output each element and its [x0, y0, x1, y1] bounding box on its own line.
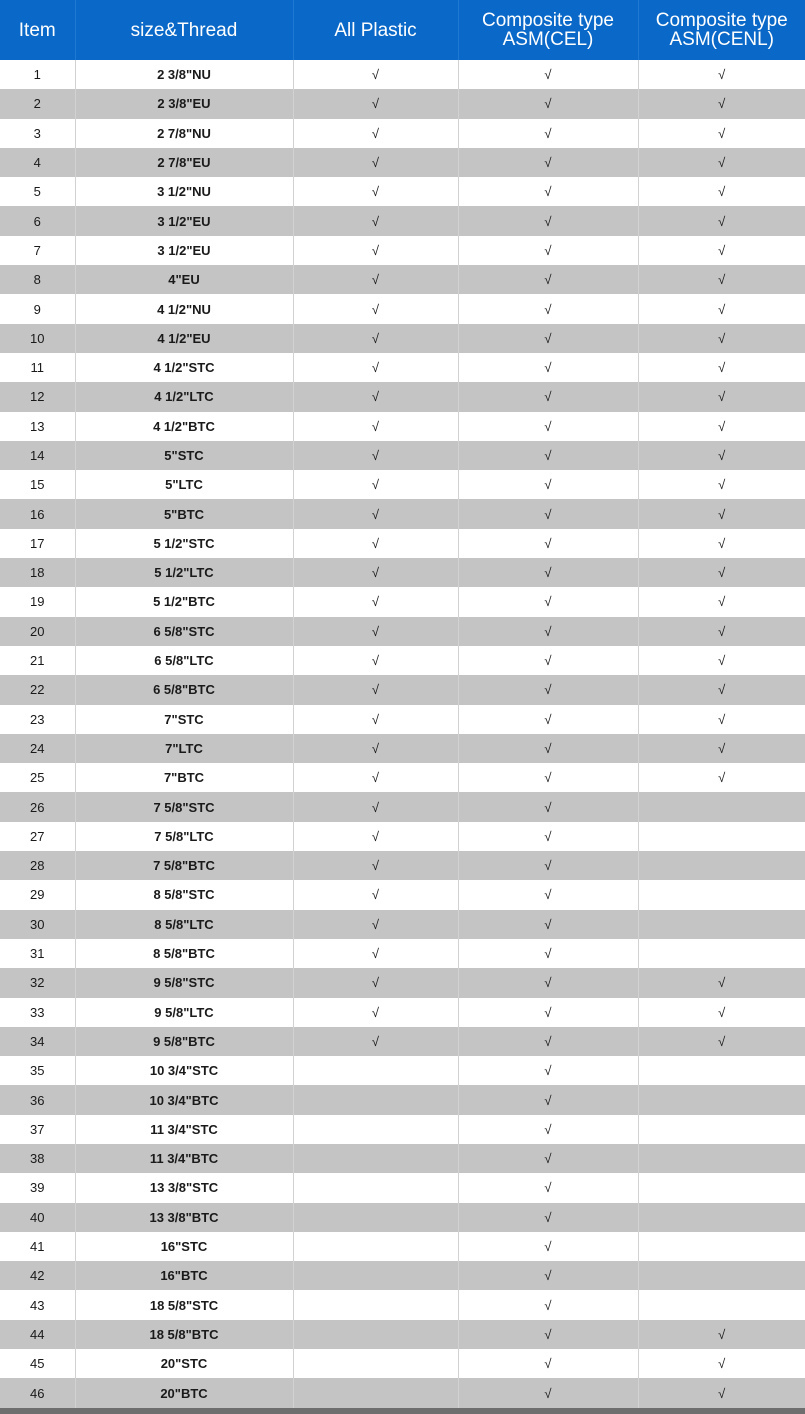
- composite-cenl-cell: √: [718, 565, 726, 581]
- item-cell: 27: [0, 822, 75, 851]
- item-cell: 12: [0, 382, 75, 411]
- composite-cel-cell: √: [458, 265, 638, 294]
- all-plastic-cell: √: [293, 763, 458, 792]
- table-row: [0, 206, 805, 235]
- all-plastic-cell: √: [293, 792, 458, 821]
- size-thread-cell: 7 5/8"LTC: [75, 822, 293, 851]
- table-row: [0, 382, 805, 411]
- table-row: [0, 1261, 805, 1290]
- table-row: [0, 1085, 805, 1114]
- composite-cenl-cell: √: [718, 535, 726, 551]
- table-body: [0, 60, 805, 1408]
- size-thread-cell: 4 1/2"STC: [75, 353, 293, 382]
- item-cell: 33: [0, 998, 75, 1027]
- table-row: [0, 968, 805, 997]
- item-cell: 35: [0, 1056, 75, 1085]
- size-thread-cell: 18 5/8"STC: [75, 1290, 293, 1319]
- all-plastic-cell: [293, 1085, 458, 1114]
- all-plastic-cell: √: [293, 558, 458, 587]
- composite-cenl-cell: √: [718, 506, 726, 522]
- composite-cenl-cell: [638, 1115, 805, 1144]
- item-cell: 16: [0, 499, 75, 528]
- item-cell: 26: [0, 792, 75, 821]
- composite-cenl-cell: √: [718, 96, 726, 112]
- header-composite-cenl-line1: Composite type: [655, 10, 788, 31]
- table-row: [0, 1320, 805, 1349]
- composite-cenl-cell: √: [718, 125, 726, 141]
- size-thread-cell: 5 1/2"STC: [75, 529, 293, 558]
- size-thread-cell: 5"STC: [75, 441, 293, 470]
- all-plastic-cell: √: [293, 353, 458, 382]
- item-cell: 2: [0, 89, 75, 118]
- composite-cel-cell: √: [458, 177, 638, 206]
- size-thread-cell: 13 3/8"STC: [75, 1173, 293, 1202]
- composite-cel-cell: √: [458, 236, 638, 265]
- size-thread-cell: 11 3/4"STC: [75, 1115, 293, 1144]
- all-plastic-cell: √: [293, 148, 458, 177]
- table-row: [0, 646, 805, 675]
- composite-cenl-cell: √: [718, 184, 726, 200]
- size-thread-cell: 2 7/8"NU: [75, 119, 293, 148]
- composite-cenl-cell: √: [718, 272, 726, 288]
- item-cell: 39: [0, 1173, 75, 1202]
- item-cell: 21: [0, 646, 75, 675]
- item-cell: 3: [0, 119, 75, 148]
- item-cell: 8: [0, 265, 75, 294]
- composite-cel-cell: √: [458, 382, 638, 411]
- all-plastic-cell: √: [293, 734, 458, 763]
- all-plastic-cell: [293, 1320, 458, 1349]
- composite-cel-cell: √: [458, 675, 638, 704]
- composite-cel-cell: √: [458, 910, 638, 939]
- composite-cel-cell: √: [458, 412, 638, 441]
- all-plastic-cell: [293, 1173, 458, 1202]
- all-plastic-cell: [293, 1290, 458, 1319]
- all-plastic-cell: √: [293, 529, 458, 558]
- composite-cel-cell: √: [458, 206, 638, 235]
- item-cell: 31: [0, 939, 75, 968]
- all-plastic-cell: [293, 1232, 458, 1261]
- size-thread-cell: 4 1/2"EU: [75, 324, 293, 353]
- composite-cenl-cell: √: [718, 1004, 726, 1020]
- composite-cenl-cell: √: [718, 682, 726, 698]
- composite-cenl-cell: √: [718, 213, 726, 229]
- size-thread-cell: 20"STC: [75, 1349, 293, 1378]
- composite-cenl-cell: [638, 939, 805, 968]
- composite-cel-cell: √: [458, 998, 638, 1027]
- all-plastic-cell: √: [293, 119, 458, 148]
- table-header: [0, 0, 805, 60]
- item-cell: 18: [0, 558, 75, 587]
- all-plastic-cell: √: [293, 880, 458, 909]
- size-thread-cell: 4 1/2"NU: [75, 294, 293, 323]
- table-row: [0, 587, 805, 616]
- size-thread-cell: 8 5/8"LTC: [75, 910, 293, 939]
- size-thread-cell: 5 1/2"LTC: [75, 558, 293, 587]
- item-cell: 6: [0, 206, 75, 235]
- composite-cel-cell: √: [458, 851, 638, 880]
- table-row: [0, 470, 805, 499]
- table-row: [0, 617, 805, 646]
- size-thread-cell: 10 3/4"STC: [75, 1056, 293, 1085]
- all-plastic-cell: √: [293, 177, 458, 206]
- size-thread-cell: 6 5/8"BTC: [75, 675, 293, 704]
- composite-cenl-cell: √: [718, 360, 726, 376]
- item-cell: 20: [0, 617, 75, 646]
- size-thread-cell: 5 1/2"BTC: [75, 587, 293, 616]
- table-row: [0, 89, 805, 118]
- composite-cenl-cell: [638, 880, 805, 909]
- all-plastic-cell: √: [293, 910, 458, 939]
- composite-cenl-cell: √: [718, 975, 726, 991]
- header-composite-cel: [458, 0, 638, 60]
- composite-cel-cell: √: [458, 1144, 638, 1173]
- composite-cenl-cell: [638, 792, 805, 821]
- composite-cenl-cell: [638, 1173, 805, 1202]
- composite-cel-cell: √: [458, 1056, 638, 1085]
- all-plastic-cell: √: [293, 382, 458, 411]
- size-thread-cell: 7"BTC: [75, 763, 293, 792]
- composite-cenl-cell: √: [718, 711, 726, 727]
- item-cell: 25: [0, 763, 75, 792]
- table-row: [0, 1144, 805, 1173]
- table-row: [0, 529, 805, 558]
- composite-cenl-cell: √: [718, 418, 726, 434]
- size-thread-cell: 10 3/4"BTC: [75, 1085, 293, 1114]
- composite-cel-cell: √: [458, 1027, 638, 1056]
- item-cell: 32: [0, 968, 75, 997]
- composite-cel-cell: √: [458, 353, 638, 382]
- header-row: [0, 0, 805, 60]
- composite-cel-cell: √: [458, 617, 638, 646]
- size-thread-cell: 2 7/8"EU: [75, 148, 293, 177]
- table-row: [0, 1027, 805, 1056]
- size-thread-cell: 3 1/2"EU: [75, 206, 293, 235]
- composite-cel-cell: √: [458, 763, 638, 792]
- all-plastic-cell: √: [293, 499, 458, 528]
- item-cell: 4: [0, 148, 75, 177]
- table-row: [0, 792, 805, 821]
- size-thread-cell: 16"STC: [75, 1232, 293, 1261]
- header-item: Item: [0, 0, 75, 60]
- all-plastic-cell: [293, 1144, 458, 1173]
- item-cell: 38: [0, 1144, 75, 1173]
- composite-cenl-cell: √: [718, 594, 726, 610]
- all-plastic-cell: √: [293, 236, 458, 265]
- all-plastic-cell: √: [293, 822, 458, 851]
- composite-cenl-cell: √: [718, 1385, 726, 1401]
- composite-cenl-cell: [638, 1144, 805, 1173]
- item-cell: 1: [0, 60, 75, 89]
- composite-cel-cell: √: [458, 1349, 638, 1378]
- composite-cel-cell: √: [458, 89, 638, 118]
- composite-cenl-cell: √: [718, 623, 726, 639]
- item-cell: 7: [0, 236, 75, 265]
- composite-cel-cell: √: [458, 529, 638, 558]
- composite-cenl-cell: √: [718, 155, 726, 171]
- table-row: [0, 294, 805, 323]
- composite-cel-cell: √: [458, 470, 638, 499]
- size-thread-cell: 7 5/8"BTC: [75, 851, 293, 880]
- table-row: [0, 412, 805, 441]
- composite-cel-cell: √: [458, 441, 638, 470]
- item-cell: 19: [0, 587, 75, 616]
- bottom-divider: [0, 1408, 805, 1414]
- composite-cel-cell: √: [458, 587, 638, 616]
- table-row: [0, 353, 805, 382]
- composite-cenl-cell: [638, 1056, 805, 1085]
- item-cell: 15: [0, 470, 75, 499]
- item-cell: 29: [0, 880, 75, 909]
- table-row: [0, 910, 805, 939]
- size-thread-cell: 5"LTC: [75, 470, 293, 499]
- table-row: [0, 939, 805, 968]
- size-thread-cell: 2 3/8"EU: [75, 89, 293, 118]
- table-row: [0, 1115, 805, 1144]
- all-plastic-cell: √: [293, 412, 458, 441]
- composite-cenl-cell: √: [718, 389, 726, 405]
- table-row: [0, 705, 805, 734]
- all-plastic-cell: [293, 1261, 458, 1290]
- all-plastic-cell: [293, 1349, 458, 1378]
- table-row: [0, 1173, 805, 1202]
- size-thread-cell: 2 3/8"NU: [75, 60, 293, 89]
- composite-cenl-cell: √: [718, 448, 726, 463]
- table-row: [0, 851, 805, 880]
- table-row: [0, 822, 805, 851]
- table-row: [0, 1203, 805, 1232]
- item-cell: 44: [0, 1320, 75, 1349]
- all-plastic-cell: √: [293, 939, 458, 968]
- all-plastic-cell: √: [293, 675, 458, 704]
- composite-cel-cell: √: [458, 1085, 638, 1114]
- composite-cel-cell: √: [458, 1173, 638, 1202]
- size-thread-cell: 9 5/8"STC: [75, 968, 293, 997]
- all-plastic-cell: √: [293, 968, 458, 997]
- composite-cenl-cell: [638, 851, 805, 880]
- item-cell: 11: [0, 353, 75, 382]
- composite-cel-cell: √: [458, 734, 638, 763]
- composite-cel-cell: √: [458, 705, 638, 734]
- table-row: [0, 675, 805, 704]
- header-all-plastic: All Plastic: [293, 0, 458, 60]
- size-thread-cell: 4 1/2"LTC: [75, 382, 293, 411]
- header-composite-cel-line2: ASM(CEL): [502, 29, 594, 50]
- composite-cel-cell: √: [458, 1378, 638, 1407]
- size-thread-cell: 8 5/8"STC: [75, 880, 293, 909]
- composite-cel-cell: √: [458, 294, 638, 323]
- table-row: [0, 148, 805, 177]
- item-cell: 13: [0, 412, 75, 441]
- size-thread-cell: 16"BTC: [75, 1261, 293, 1290]
- size-thread-cell: 9 5/8"BTC: [75, 1027, 293, 1056]
- table-row: [0, 1232, 805, 1261]
- composite-cenl-cell: √: [718, 242, 726, 258]
- all-plastic-cell: [293, 1378, 458, 1407]
- size-thread-cell: 6 5/8"STC: [75, 617, 293, 646]
- header-size-thread: size&Thread: [75, 0, 293, 60]
- composite-cenl-cell: √: [718, 330, 726, 346]
- composite-cenl-cell: [638, 1203, 805, 1232]
- composite-cenl-cell: [638, 1085, 805, 1114]
- item-cell: 17: [0, 529, 75, 558]
- table-row: [0, 236, 805, 265]
- item-cell: 10: [0, 324, 75, 353]
- table-row: [0, 265, 805, 294]
- composite-cel-cell: √: [458, 646, 638, 675]
- composite-cel-cell: √: [458, 1261, 638, 1290]
- table-row: [0, 177, 805, 206]
- all-plastic-cell: √: [293, 294, 458, 323]
- composite-cenl-cell: √: [718, 770, 726, 786]
- composite-cenl-cell: [638, 822, 805, 851]
- item-cell: 41: [0, 1232, 75, 1261]
- size-thread-cell: 13 3/8"BTC: [75, 1203, 293, 1232]
- item-cell: 14: [0, 441, 75, 470]
- item-cell: 24: [0, 734, 75, 763]
- table-row: [0, 1290, 805, 1319]
- size-thread-cell: 20"BTC: [75, 1378, 293, 1407]
- table-row: [0, 441, 805, 470]
- composite-cenl-cell: [638, 910, 805, 939]
- item-cell: 46: [0, 1378, 75, 1407]
- size-thread-cell: 7"STC: [75, 705, 293, 734]
- table-row: [0, 880, 805, 909]
- composite-cenl-cell: √: [718, 301, 726, 317]
- composite-cenl-cell: [638, 1290, 805, 1319]
- all-plastic-cell: √: [293, 324, 458, 353]
- table-row: [0, 60, 805, 89]
- table-row: [0, 1056, 805, 1085]
- all-plastic-cell: [293, 1203, 458, 1232]
- size-thread-cell: 18 5/8"BTC: [75, 1320, 293, 1349]
- composite-cel-cell: √: [458, 60, 638, 89]
- size-thread-cell: 4 1/2"BTC: [75, 412, 293, 441]
- item-cell: 30: [0, 910, 75, 939]
- composite-cel-cell: √: [458, 558, 638, 587]
- size-thread-cell: 4"EU: [75, 265, 293, 294]
- size-thread-cell: 5"BTC: [75, 499, 293, 528]
- composite-cenl-cell: √: [718, 477, 726, 493]
- all-plastic-cell: √: [293, 265, 458, 294]
- item-cell: 5: [0, 177, 75, 206]
- item-cell: 42: [0, 1261, 75, 1290]
- composite-cel-cell: √: [458, 968, 638, 997]
- item-cell: 34: [0, 1027, 75, 1056]
- header-composite-cenl-line2: ASM(CENL): [669, 29, 774, 50]
- composite-cel-cell: √: [458, 939, 638, 968]
- all-plastic-cell: √: [293, 441, 458, 470]
- all-plastic-cell: √: [293, 470, 458, 499]
- table-row: [0, 324, 805, 353]
- table-row: [0, 1349, 805, 1378]
- item-cell: 28: [0, 851, 75, 880]
- composite-cenl-cell: √: [718, 653, 726, 669]
- size-thread-cell: 11 3/4"BTC: [75, 1144, 293, 1173]
- composite-cel-cell: √: [458, 119, 638, 148]
- table-row: [0, 499, 805, 528]
- all-plastic-cell: √: [293, 617, 458, 646]
- size-thread-cell: 7 5/8"STC: [75, 792, 293, 821]
- composite-cenl-cell: √: [718, 740, 726, 756]
- composite-cel-cell: √: [458, 1115, 638, 1144]
- all-plastic-cell: [293, 1056, 458, 1085]
- table-row: [0, 998, 805, 1027]
- composite-cenl-cell: √: [718, 1356, 726, 1372]
- item-cell: 22: [0, 675, 75, 704]
- all-plastic-cell: √: [293, 998, 458, 1027]
- all-plastic-cell: √: [293, 851, 458, 880]
- item-cell: 40: [0, 1203, 75, 1232]
- size-thread-cell: 7"LTC: [75, 734, 293, 763]
- composite-cel-cell: √: [458, 1203, 638, 1232]
- composite-cel-cell: √: [458, 1320, 638, 1349]
- header-composite-cel-line1: Composite type: [481, 10, 614, 31]
- composite-cel-cell: √: [458, 822, 638, 851]
- composite-cel-cell: √: [458, 499, 638, 528]
- item-cell: 43: [0, 1290, 75, 1319]
- composite-cel-cell: √: [458, 148, 638, 177]
- size-thread-cell: 3 1/2"EU: [75, 236, 293, 265]
- composite-cel-cell: √: [458, 1290, 638, 1319]
- size-thread-cell: 8 5/8"BTC: [75, 939, 293, 968]
- table-row: [0, 734, 805, 763]
- composite-cenl-cell: √: [718, 1033, 726, 1049]
- table-row: [0, 763, 805, 792]
- composite-cenl-cell: [638, 1232, 805, 1261]
- size-thread-cell: 3 1/2"NU: [75, 177, 293, 206]
- all-plastic-cell: [293, 1115, 458, 1144]
- item-cell: 9: [0, 294, 75, 323]
- all-plastic-cell: √: [293, 89, 458, 118]
- all-plastic-cell: √: [293, 60, 458, 89]
- composite-cel-cell: √: [458, 792, 638, 821]
- all-plastic-cell: √: [293, 1027, 458, 1056]
- composite-cenl-cell: √: [718, 1326, 726, 1342]
- composite-cel-cell: √: [458, 1232, 638, 1261]
- item-cell: 36: [0, 1085, 75, 1114]
- composite-cenl-cell: [638, 1261, 805, 1290]
- all-plastic-cell: √: [293, 206, 458, 235]
- size-thread-cell: 9 5/8"LTC: [75, 998, 293, 1027]
- size-thread-cell: 6 5/8"LTC: [75, 646, 293, 675]
- header-composite-cenl: [638, 0, 805, 60]
- item-cell: 23: [0, 705, 75, 734]
- item-cell: 37: [0, 1115, 75, 1144]
- all-plastic-cell: √: [293, 587, 458, 616]
- all-plastic-cell: √: [293, 646, 458, 675]
- composite-cenl-cell: √: [718, 67, 726, 83]
- table-row: [0, 119, 805, 148]
- composite-cel-cell: √: [458, 880, 638, 909]
- table-row: [0, 558, 805, 587]
- table-row: [0, 1378, 805, 1407]
- composite-cel-cell: √: [458, 324, 638, 353]
- item-cell: 45: [0, 1349, 75, 1378]
- all-plastic-cell: √: [293, 705, 458, 734]
